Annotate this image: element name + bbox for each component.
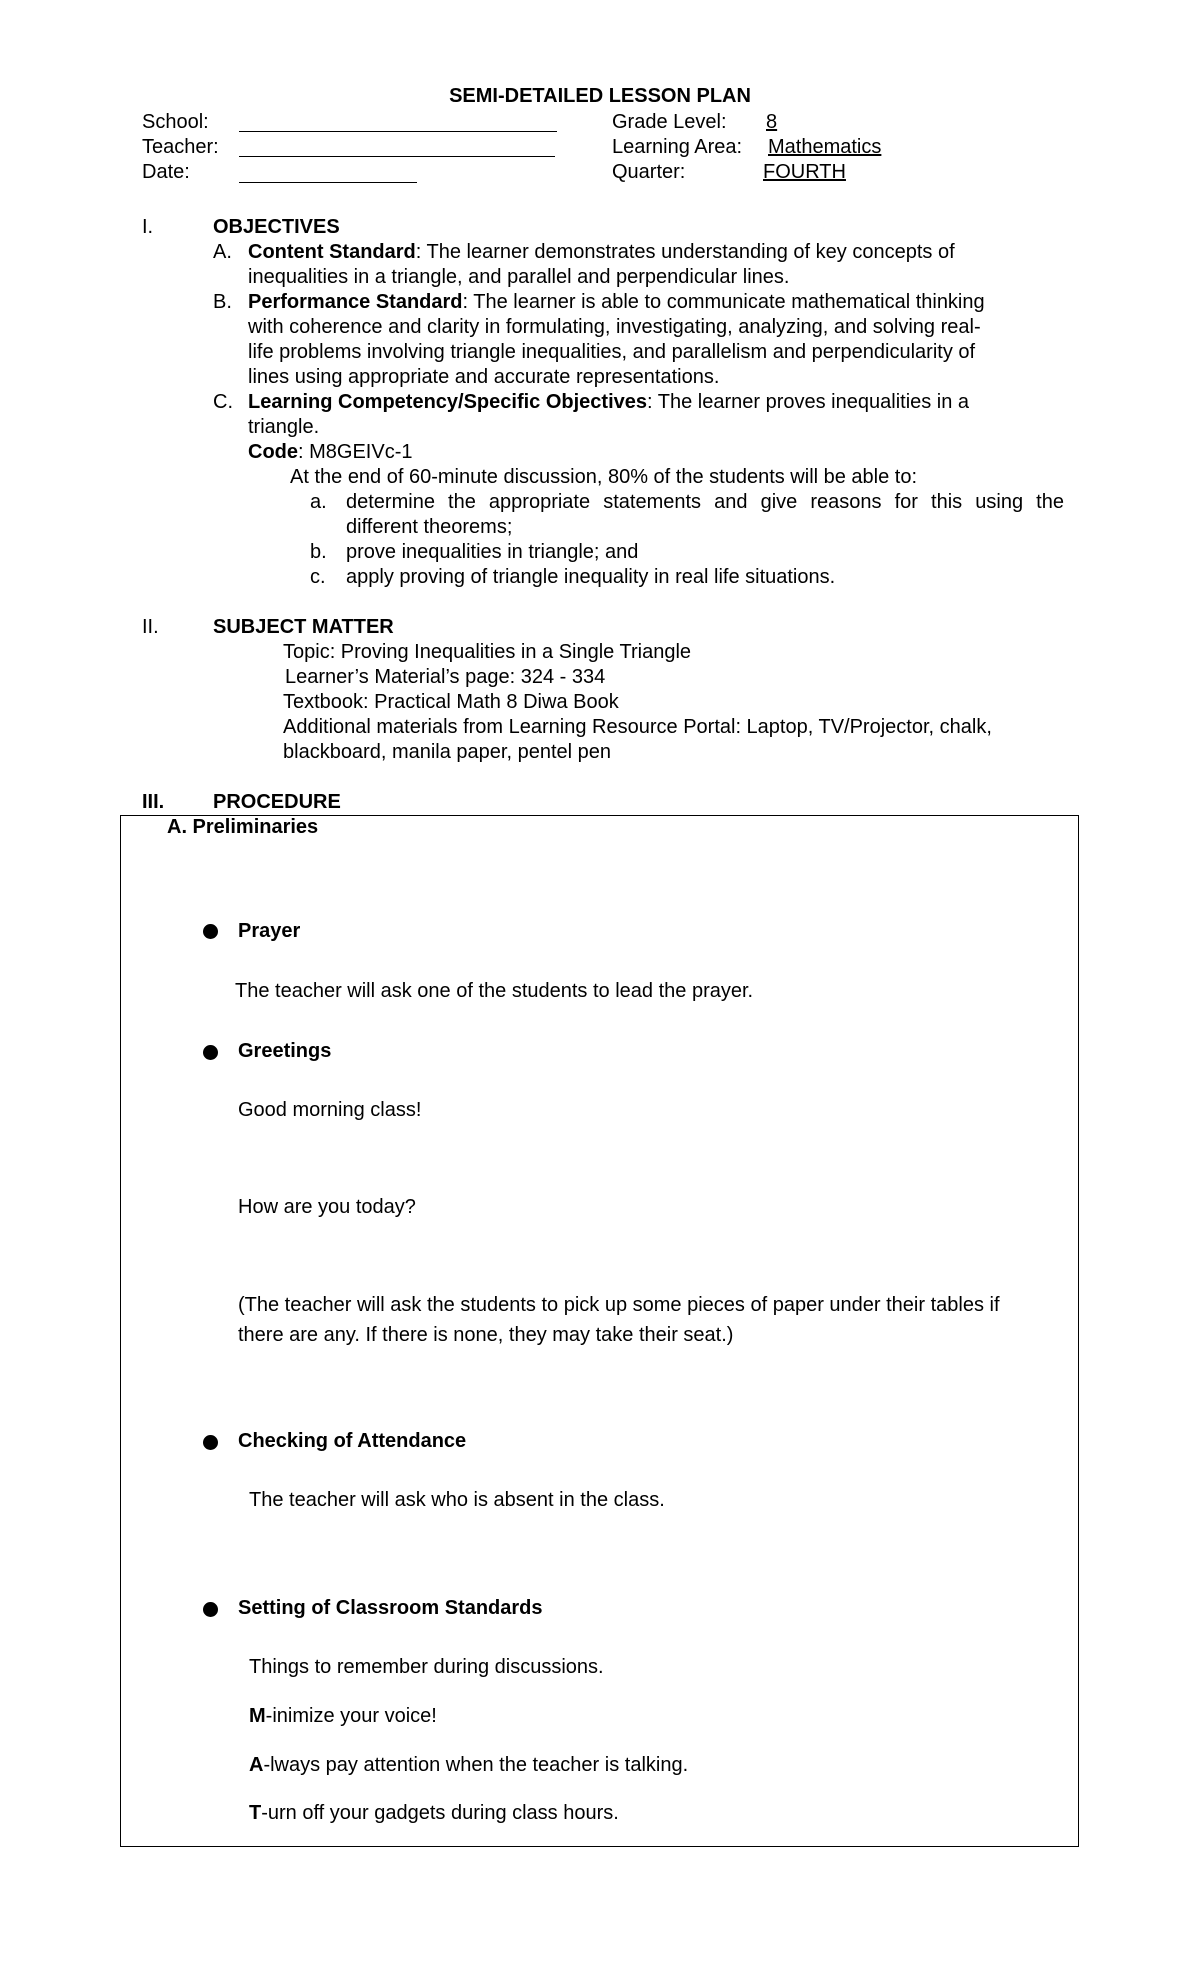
learners-material-page: Learner’s Material’s page: 324 - 334 — [285, 666, 606, 688]
bullet-icon — [203, 1435, 218, 1450]
greeting-good-morning: Good morning class! — [238, 1099, 422, 1121]
content-standard-title: Content Standard — [248, 241, 416, 263]
learning-competency-letter: C. — [213, 391, 233, 413]
bullet-icon — [203, 1602, 218, 1617]
subject-matter-heading: SUBJECT MATTER — [213, 616, 394, 638]
grade-level-label: Grade Level: — [612, 111, 727, 133]
standard-t-letter: T — [249, 1802, 262, 1824]
attendance-title: Checking of Attendance — [238, 1430, 467, 1452]
objectives-numeral: I. — [142, 216, 154, 238]
subject-matter-numeral: II. — [142, 616, 159, 638]
standard-m-letter: M — [249, 1705, 266, 1727]
teacher-label: Teacher: — [142, 136, 219, 158]
date-field-line — [239, 182, 417, 183]
content-standard-line2: inequalities in a triangle, and parallel and perpendicular lines. — [248, 266, 790, 288]
school-label: School: — [142, 111, 209, 133]
standard-m — [249, 1704, 437, 1729]
additional-materials-line2: blackboard, manila paper, pentel pen — [283, 741, 612, 763]
performance-standard-line4: lines using appropriate and accurate representations. — [248, 366, 720, 388]
greeting-instruction-line2: there are any. If there is none, they may take their seat.) — [238, 1324, 734, 1346]
standard-t-text: -urn off your gadgets during class hours. — [261, 1802, 619, 1824]
standard-a — [249, 1753, 688, 1778]
quarter-label: Quarter: — [612, 161, 686, 183]
specific-objective-c-letter: c. — [310, 566, 326, 588]
textbook: Textbook: Practical Math 8 Diwa Book — [283, 691, 619, 713]
specific-objective-b-letter: b. — [310, 541, 327, 563]
greeting-instruction-line1: (The teacher will ask the students to pick up some pieces of paper under their tables if — [238, 1294, 1000, 1316]
performance-standard-line1 — [248, 290, 985, 315]
procedure-heading: PROCEDURE — [213, 791, 341, 813]
code-value: : M8GEIVc-1 — [298, 441, 413, 463]
objectives-intro: At the end of 60-minute discussion, 80% of the students will be able to: — [290, 466, 918, 488]
greetings-title: Greetings — [238, 1040, 332, 1062]
date-label: Date: — [142, 161, 190, 183]
learning-competency-line1 — [248, 390, 969, 415]
prayer-title: Prayer — [238, 920, 301, 942]
teacher-field-line — [239, 156, 555, 157]
grade-level-value: 8 — [766, 111, 778, 133]
preliminaries-heading: A. Preliminaries — [167, 816, 319, 838]
standard-m-text: -inimize your voice! — [265, 1705, 437, 1727]
performance-standard-text: : The learner is able to communicate mathematical thinking — [462, 291, 985, 313]
specific-objective-c: apply proving of triangle inequality in real life situations. — [346, 566, 836, 588]
content-standard-letter: A. — [213, 241, 232, 263]
performance-standard-letter: B. — [213, 291, 232, 313]
bullet-icon — [203, 924, 218, 939]
specific-objective-b: prove inequalities in triangle; and — [346, 541, 639, 563]
prayer-text: The teacher will ask one of the students to lead the prayer. — [235, 980, 754, 1002]
specific-objective-a-line2: different theorems; — [346, 516, 513, 538]
specific-objective-a-letter: a. — [310, 491, 327, 513]
competency-code — [248, 440, 412, 465]
learning-competency-title: Learning Competency/Specific Objectives — [248, 391, 648, 413]
quarter-value: FOURTH — [763, 161, 846, 183]
content-standard-text: : The learner demonstrates understanding of key concepts of — [415, 241, 955, 263]
topic: Topic: Proving Inequalities in a Single Triangle — [283, 641, 692, 663]
bullet-icon — [203, 1045, 218, 1060]
standard-a-letter: A — [249, 1754, 264, 1776]
learning-competency-text: : The learner proves inequalities in a — [647, 391, 970, 413]
standard-a-text: -lways pay attention when the teacher is talking. — [263, 1754, 689, 1776]
objectives-heading: OBJECTIVES — [213, 216, 340, 238]
procedure-numeral: III. — [142, 791, 165, 813]
code-label: Code — [248, 441, 298, 463]
performance-standard-title: Performance Standard — [248, 291, 463, 313]
performance-standard-line2: with coherence and clarity in formulating, investigating, analyzing, and solving real- — [248, 316, 981, 338]
standards-intro: Things to remember during discussions. — [249, 1656, 604, 1678]
page-title: SEMI-DETAILED LESSON PLAN — [449, 85, 751, 107]
attendance-text: The teacher will ask who is absent in the class. — [249, 1489, 665, 1511]
school-field-line — [239, 131, 557, 132]
performance-standard-line3: life problems involving triangle inequalities, and parallelism and perpendicularity of — [248, 341, 976, 363]
learning-area-value: Mathematics — [768, 136, 882, 158]
learning-competency-line2: triangle. — [248, 416, 320, 438]
specific-objective-a-line1: determine the appropriate statements and give reasons for this using the — [346, 491, 1064, 513]
standard-t — [249, 1801, 619, 1826]
additional-materials-line1: Additional materials from Learning Resource Portal: Laptop, TV/Projector, chalk, — [283, 716, 992, 738]
learning-area-label: Learning Area: — [612, 136, 743, 158]
content-standard-line1 — [248, 240, 955, 265]
standards-title: Setting of Classroom Standards — [238, 1597, 543, 1619]
greeting-how-are-you: How are you today? — [238, 1196, 416, 1218]
